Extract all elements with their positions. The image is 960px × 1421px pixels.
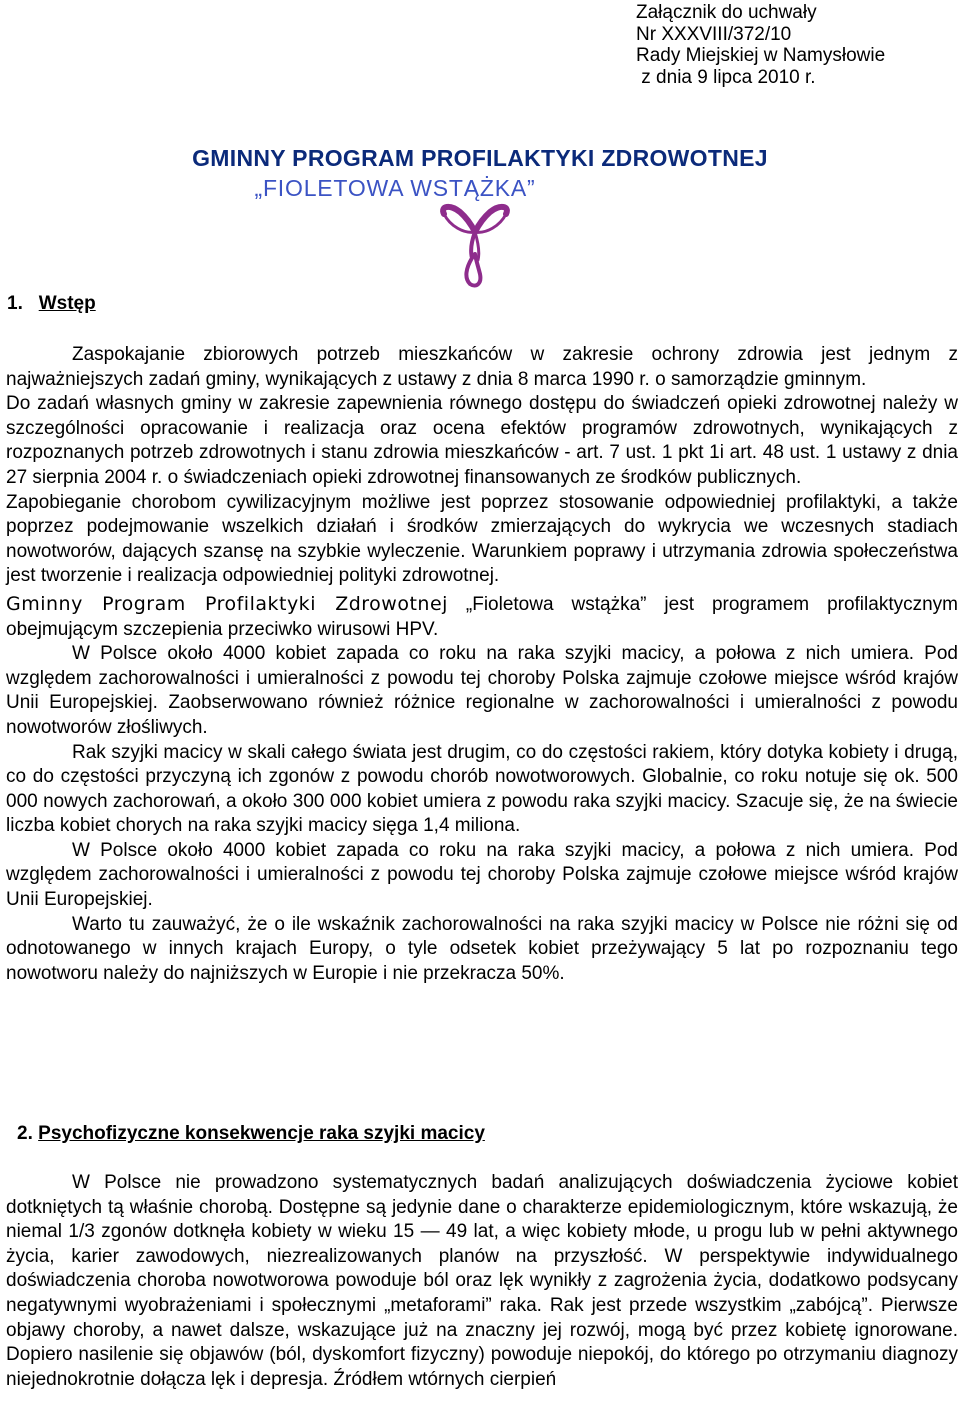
section-2-title: Psychofizyczne konsekwencje raka szyjki macicy — [38, 1123, 485, 1144]
header-line-1: Załącznik do uchwały — [636, 2, 817, 23]
paragraph: Warto tu zauważyć, że o ile wskaźnik zachorowalności na raka szyjki macicy w Polsce nie różni się od odnotowanego w innych krajach Europy, o tyle odsetek kobiet przeżywający 5 lat po rozpoznaniu tego nowotworu należy do najniższych w Europie i nie przekracza 50%. — [6, 913, 958, 984]
attachment-header — [636, 2, 956, 88]
header-line-4: z dnia 9 lipca 2010 r. — [636, 66, 816, 88]
paragraph-text: „Fioletowa wstążka” jest programem profilaktycznym obejmującym szczepienia przeciwko wirusowi HPV. — [6, 593, 958, 640]
paragraph: W Polsce nie prowadzono systematycznych badań analizujących doświadczenia życiowe kobiet dotkniętych tą właśnie chorobą. Dostępne są jedynie dane o charakterze epidemiologicznym, które wskazują, że niemal 1/3 zgonów dotknęła kobiety w wieku 15 — 49 lat, a więc kobiety młode, u progu lub w pełni aktywnego życia, karier zawodowych, niezrealizowanych planów na przyszłość. W perspektywie indywidualnego doświadczenia choroba nowotworowa powoduje ból oraz lęk wynikły z zagrożenia życia, dodatkowo podsycany negatywnymi wyobrażeniami i społecznymi „metaforami” raka. Rak jest przede wszystkim „zabójcą”. Pierwsze objawy choroby, a nawet dalsze, wskazujące już na znaczny jej rozwój, mogą być przez kobietę ignorowane. Dopiero nasilenie się objawów (ból, dyskomfort fizyczny) powoduje niepokój, do którego po otrzymaniu diagnozy niejednokrotnie dołącza lęk i depresja. Źródłem wtórnych cierpień — [6, 1172, 958, 1390]
section-2-heading — [17, 1123, 485, 1145]
purple-ribbon-icon — [436, 200, 514, 290]
paragraph — [6, 343, 958, 392]
paragraph: W Polsce około 4000 kobiet zapada co roku na raka szyjki macicy, a połowa z nich umiera. Pod względem zachorowalności i umieralności z powodu tej choroby Polska zajmuje czołowe miejsce wśród krajów Unii Europejskiej. — [6, 839, 958, 911]
paragraph-text: Zaspokajanie zbiorowych potrzeb mieszkańców w zakresie ochrony zdrowia jest jednym z najważniejszych zadań gminy, wynikających z ustawy z dnia 8 marca 1990 r. o samorządzie gminnym. — [6, 344, 958, 390]
document-subtitle: „FIOLETOWA WSTĄŻKA” — [254, 175, 536, 201]
section-1-heading — [7, 293, 96, 315]
header-line-3: Rady Miejskiej w Namysłowie — [636, 45, 886, 66]
section-2-number: 2. — [17, 1123, 33, 1144]
program-name: Gminny Program Profilaktyki Zdrowotnej — [6, 592, 448, 615]
paragraph: Do zadań własnych gminy w zakresie zapewnienia równego dostępu do świadczeń opieki zdrowotnej należy w szczególności opracowanie i realizacja oraz ocena efektów programów zdrowotnych, wynikających z rozpoznanych potrzeb zdrowotnych i stanu zdrowia mieszkańców - art. 7 ust. 1 pkt 1i art. 48 ust. 1 ustawy z dnia 27 sierpnia 2004 r. o świadczeniach opieki zdrowotnej finansowanych ze środków publicznych. — [6, 393, 958, 488]
paragraph: Zapobieganie chorobom cywilizacyjnym możliwe jest poprzez stosowanie odpowiedniej profilaktyki, a także poprzez podejmowanie wszelkich działań i środków zmierzających do wykrycia we wczesnych stadiach nowotworów, dających szansę na szybkie wyleczenie. Warunkiem poprawy i utrzymania zdrowia społeczeństwa jest tworzenie i realizacja odpowiedniej polityki zdrowotnej. — [6, 491, 958, 587]
section-2-body — [6, 1171, 958, 1392]
section-1-number: 1. — [7, 293, 23, 314]
document-title: GMINNY PROGRAM PROFILAKTYKI ZDROWOTNEJ — [192, 145, 768, 171]
section-1-body — [6, 343, 958, 986]
section-1-title: Wstęp — [38, 293, 96, 314]
paragraph: Rak szyjki macicy w skali całego świata jest drugim, co do częstości rakiem, który dotyka kobiety i drugą, co do częstości przyczyną ich zgonów z powodu chorób nowotworowych. Globalnie, co roku notuje się ok. 500 000 nowych zachorowań, a około 300 000 kobiet umiera z powodu raka szyjki macicy. Szacuje się, że na świecie liczba kobiet chorych na raka szyjki macicy sięga 1,4 miliona. — [6, 741, 958, 837]
header-line-2: Nr XXXVIII/372/10 — [636, 23, 792, 45]
paragraph: W Polsce około 4000 kobiet zapada co roku na raka szyjki macicy, a połowa z nich umiera. Pod względem zachorowalności i umieralności z powodu tej choroby Polska zajmuje czołowe miejsce wśród krajów Unii Europejskiej. Zaobserwowano również różnice regionalne w zachorowalności i umieralności z powodu nowotworów złośliwych. — [6, 643, 958, 738]
paragraph — [6, 592, 958, 642]
